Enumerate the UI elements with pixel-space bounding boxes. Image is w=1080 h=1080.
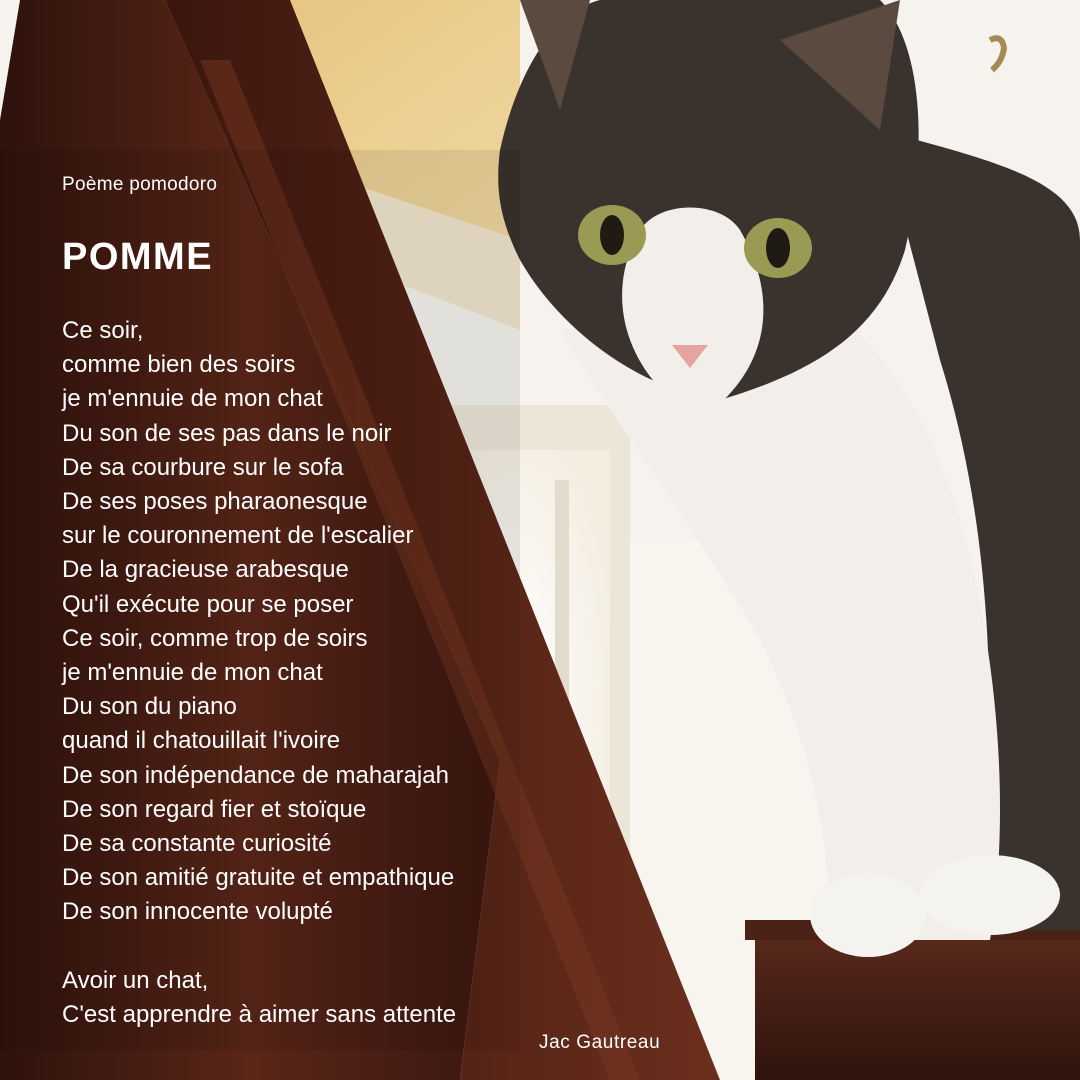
poem-line: De son amitié gratuite et empathique [62,864,455,892]
poem-line: Du son de ses pas dans le noir [62,419,392,447]
poem-line: Ce soir, comme trop de soirs [62,624,368,652]
poem-line: De sa constante curiosité [62,830,332,858]
stanza-break [62,930,456,964]
poem-line: De son innocente volupté [62,898,333,926]
poem-line: je m'ennuie de mon chat [62,385,323,413]
poem-line: Ce soir, [62,317,144,344]
poem-closing-line: Avoir un chat, [62,966,209,994]
poem-closing-line: C'est apprendre à aimer sans attente [62,1001,457,1029]
poem-line: je m'ennuie de mon chat [62,659,323,687]
poem-line: De son regard fier et stoïque [62,795,367,823]
poem-line: Qu'il exécute pour se poser [62,590,354,618]
poem-line: quand il chatouillait l'ivoire [62,727,341,755]
poem-line: sur le couronnement de l'escalier [62,522,414,550]
poem-series-label: Poème pomodoro [62,174,218,195]
poem-line: Du son du piano [62,693,237,721]
poem-author: Jac Gautreau [539,1032,661,1053]
poem-title: POMME [62,236,214,278]
poem-line: comme bien des soirs [62,351,296,379]
poem-line: De la gracieuse arabesque [62,556,349,584]
poem-line: De ses poses pharaonesque [62,488,368,516]
poem-line: De son indépendance de maharajah [62,761,449,789]
poem-line: De sa courbure sur le sofa [62,453,344,481]
poem-body [62,314,456,1032]
